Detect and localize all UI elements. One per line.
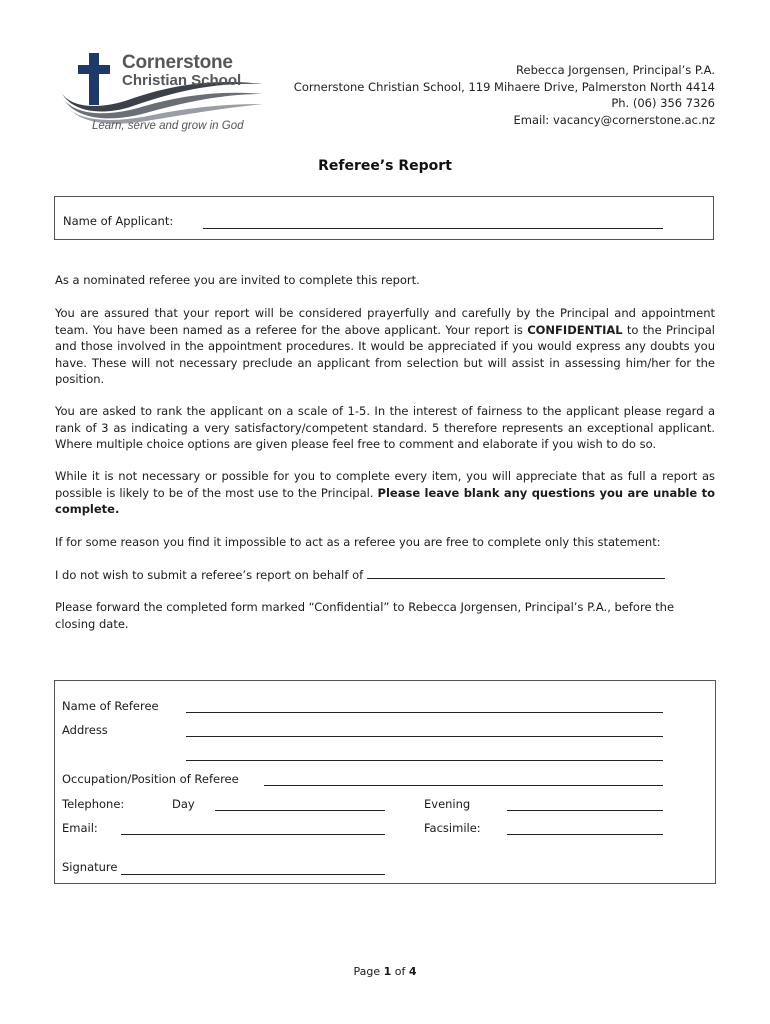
facsimile-label: Facsimile: — [424, 821, 481, 835]
cross-horizontal — [78, 65, 110, 74]
logo-name-line1: Cornerstone — [122, 52, 233, 73]
day-label: Day — [172, 797, 195, 811]
logo-tagline: Learn, serve and grow in God — [92, 120, 244, 132]
address-field-line1[interactable] — [186, 736, 663, 737]
contact-phone: Ph. (06) 356 7326 — [611, 96, 715, 110]
paragraph-confidential: You are assured that your report will be considered prayerfully and carefully by the Principal and appointment team. You have been named as a referee for the above applicant. Your report is CONFIDENTIAL to the Principal and those involved in the appointment procedures. It would be appreciated if you would express any doubts you have. These will not necessary preclude an applicant from selection but will assist in assessing him/her for the position. — [55, 306, 715, 386]
contact-email: Email: vacancy@cornerstone.ac.nz — [513, 112, 715, 127]
contact-block — [294, 62, 715, 128]
applicant-name-label: Name of Applicant: — [63, 214, 174, 228]
referee-name-label: Name of Referee — [62, 699, 159, 713]
referee-details-box — [54, 680, 716, 884]
telephone-label: Telephone: — [62, 797, 125, 811]
evening-phone-field[interactable] — [507, 810, 663, 811]
address-label: Address — [62, 723, 108, 737]
page-title: Referee’s Report — [318, 158, 452, 174]
page-number: Page 1 of 4 — [353, 965, 417, 978]
paragraph-completion: While it is not necessary or possible for you to complete every item, you will appreciate that as full a report as possible is likely to be of the most use to the Principal. Please leave blank any questions you are unable to complete. — [55, 469, 716, 516]
cross-vertical — [89, 53, 99, 105]
occupation-label: Occupation/Position of Referee — [62, 772, 239, 786]
signature-field[interactable] — [121, 874, 385, 875]
email-label: Email: — [62, 821, 98, 835]
paragraph-ranking: You are asked to rank the applicant on a scale of 1-5. In the interest of fairness to the applicant please regard a rank of 3 as indicating a very satisfactory/competent standard. 5 therefore represents an exceptional applicant. Where multiple choice options are given please feel free to comment and elaborate if you wish to do so. — [55, 404, 715, 451]
address-field-line2[interactable] — [186, 760, 663, 761]
signature-label: Signature — [62, 860, 118, 874]
email-field[interactable] — [121, 834, 385, 835]
applicant-box — [54, 196, 714, 240]
logo-name-line2: Christian School — [122, 72, 242, 89]
facsimile-field[interactable] — [507, 834, 663, 835]
contact-name: Rebecca Jorgensen, Principal’s P.A. — [516, 63, 715, 77]
occupation-field[interactable] — [264, 785, 663, 786]
day-phone-field[interactable] — [215, 810, 385, 811]
applicant-name-field[interactable] — [203, 228, 663, 229]
paragraph-decline-intro: If for some reason you find it impossible to act as a referee you are free to complete only this statement: — [55, 535, 661, 549]
decline-statement: I do not wish to submit a referee’s report on behalf of — [55, 567, 715, 584]
paragraph-intro: As a nominated referee you are invited to complete this report. — [55, 273, 420, 287]
paragraph-forward: Please forward the completed form marked “Confidential” to Rebecca Jorgensen, Principal’s P.A., before the closing date. — [55, 600, 675, 631]
referee-name-field[interactable] — [186, 712, 663, 713]
contact-address: Cornerstone Christian School, 119 Mihaere Drive, Palmerston North 4414 — [293, 79, 715, 94]
confidential-emphasis: CONFIDENTIAL — [527, 322, 623, 337]
leave-blank-emphasis: Please leave blank any questions you are unable to complete. — [55, 485, 716, 516]
evening-label: Evening — [424, 797, 471, 811]
decline-applicant-field[interactable] — [367, 567, 665, 579]
